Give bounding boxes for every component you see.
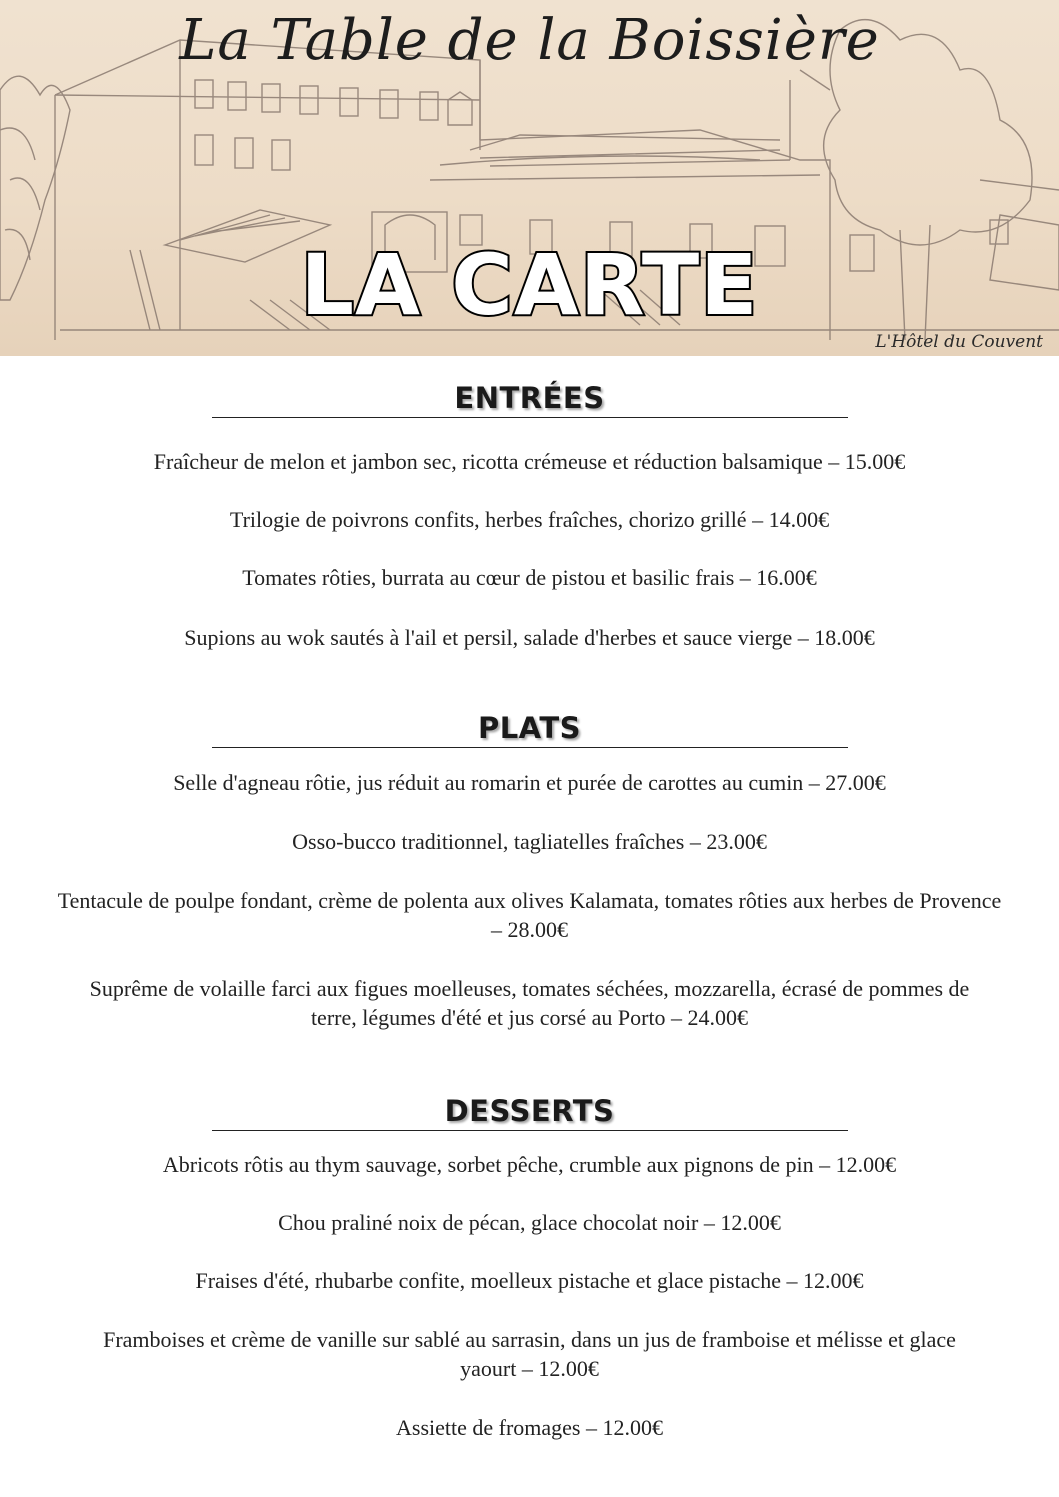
section-divider bbox=[212, 747, 848, 748]
hotel-caption: L'Hôtel du Couvent bbox=[875, 332, 1043, 352]
menu-item: Supions au wok sautés à l'ail et persil, salade d'herbes et sauce vierge – 18.00€ bbox=[184, 625, 875, 650]
menu-item: Framboises et crème de vanille sur sablé au sarrasin, dans un jus de framboise et mélisse et glace yaourt – 12.00€ bbox=[103, 1327, 956, 1381]
menu-title: LA CARTE bbox=[300, 236, 759, 334]
restaurant-name: La Table de la Boissière bbox=[179, 8, 880, 73]
menu-item: Abricots rôtis au thym sauvage, sorbet pêche, crumble aux pignons de pin – 12.00€ bbox=[162, 1152, 897, 1177]
menu-item: Selle d'agneau rôtie, jus réduit au romarin et purée de carottes au cumin – 27.00€ bbox=[173, 770, 886, 795]
section-title-desserts: DESSERTS bbox=[444, 1094, 615, 1128]
section-entrees bbox=[0, 381, 1059, 418]
menu-item: Chou praliné noix de pécan, glace chocolat noir – 12.00€ bbox=[278, 1210, 781, 1235]
menu-item: Tomates rôties, burrata au cœur de pistou et basilic frais – 16.00€ bbox=[242, 565, 817, 590]
section-title-plats: PLATS bbox=[477, 711, 582, 745]
section-title-entrees: ENTRÉES bbox=[454, 381, 605, 415]
menu-item: Osso-bucco traditionnel, tagliatelles fraîches – 23.00€ bbox=[292, 829, 767, 854]
section-divider bbox=[212, 1130, 848, 1131]
menu-item: Fraîcheur de melon et jambon sec, ricotta crémeuse et réduction balsamique – 15.00€ bbox=[153, 449, 906, 474]
section-desserts bbox=[0, 1094, 1059, 1131]
menu-item: Suprême de volaille farci aux figues moelleuses, tomates séchées, mozzarella, écrasé de pommes de terre, légumes d'été et jus corsé au Porto – 24.00€ bbox=[89, 976, 970, 1030]
header-banner bbox=[0, 0, 1059, 356]
section-plats bbox=[0, 711, 1059, 748]
menu-item: Tentacule de poulpe fondant, crème de polenta aux olives Kalamata, tomates rôties aux herbes de Provence – 28.00€ bbox=[57, 888, 1002, 942]
menu-item: Trilogie de poivrons confits, herbes fraîches, chorizo grillé – 14.00€ bbox=[229, 507, 830, 532]
menu-item: Assiette de fromages – 12.00€ bbox=[396, 1415, 663, 1440]
menu-item: Fraises d'été, rhubarbe confite, moelleux pistache et glace pistache – 12.00€ bbox=[195, 1268, 864, 1293]
section-divider bbox=[212, 417, 848, 418]
